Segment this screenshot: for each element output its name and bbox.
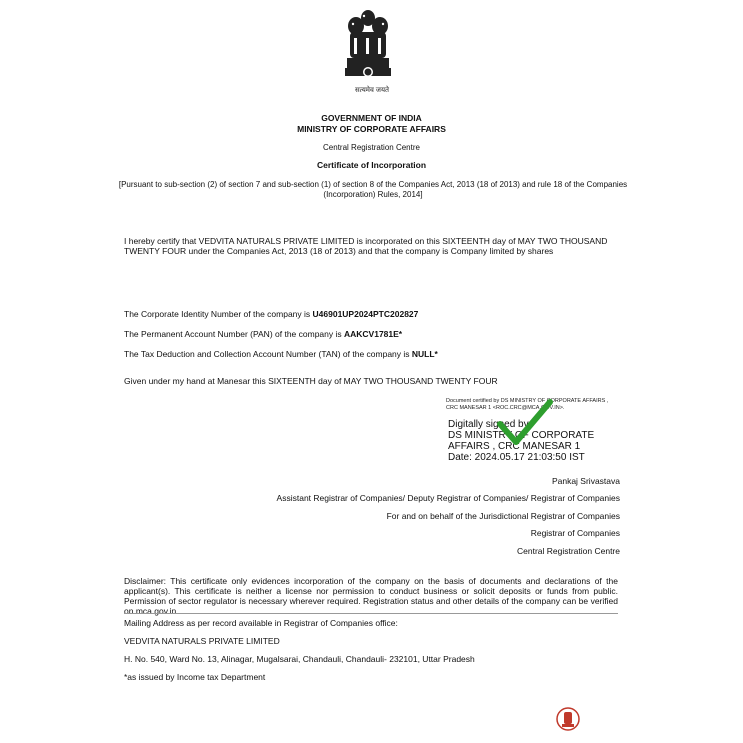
certificate-title: Certificate of Incorporation <box>316 160 427 170</box>
company-address: H. No. 540, Ward No. 13, Alinagar, Mugalsarai, Chandauli, Chandauli- 232101, Uttar Pradesh <box>124 654 475 664</box>
company-name: VEDVITA NATURALS PRIVATE LIMITED <box>124 636 280 646</box>
tan-line <box>124 349 438 359</box>
given-under-hand: Given under my hand at Manesar this SIXTEENTH day of MAY TWO THOUSAND TWENTY FOUR <box>124 376 498 386</box>
mca-seal-icon <box>556 704 580 734</box>
signature-certification-note: Document certified by DS MINISTRY OF CORPORATE AFFAIRS , CRC MANESAR 1 <ROC.CRC@MCA.GOV.IN>. <box>446 398 609 411</box>
registrar-roc: Registrar of Companies <box>530 528 620 538</box>
header-government: GOVERNMENT OF INDIA <box>321 113 422 123</box>
state-emblem-icon <box>338 6 398 96</box>
pan-label: The Permanent Account Number (PAN) of the company is <box>124 329 344 339</box>
signer-line-1: DS MINISTRY OF CORPORATE <box>448 430 595 441</box>
header-ministry: MINISTRY OF CORPORATE AFFAIRS <box>297 124 446 134</box>
tan-value: NULL* <box>411 349 438 359</box>
registrar-name: Pankaj Srivastava <box>551 476 620 486</box>
pan-value: AAKCV1781E* <box>344 329 403 339</box>
cin-line <box>124 309 418 319</box>
header-centre: Central Registration Centre <box>323 143 420 152</box>
signer-line-2: AFFAIRS , CRC MANESAR 1 <box>448 441 581 452</box>
signature-date: Date: 2024.05.17 21:03:50 IST <box>448 452 585 463</box>
disclaimer: Disclaimer: This certificate only evidences incorporation of the company on the basis of documents and declarations of the applicant(s). This certificate is neither a license nor permission to conduct business or solicit deposits or funds from public. Permission of sector regulator is necessary wherever required. Registration status and other details of the company can be verified on mca.gov.in <box>124 576 618 616</box>
pan-line <box>124 329 402 339</box>
cin-label: The Corporate Identity Number of the company is <box>124 309 313 319</box>
signed-by-label: Digitally signed by <box>448 419 529 430</box>
cin-value: U46901UP2024PTC202827 <box>312 309 419 319</box>
emblem-caption: सत्यमेव जयते <box>354 87 390 94</box>
signature-valid-check-icon <box>494 398 554 446</box>
tax-footnote: *as issued by Income tax Department <box>124 672 266 682</box>
tan-label: The Tax Deduction and Collection Account Number (TAN) of the company is <box>124 349 412 359</box>
registrar-crc: Central Registration Centre <box>517 546 620 556</box>
registrar-behalf: For and on behalf of the Jurisdictional Registrar of Companies <box>386 511 620 521</box>
registrar-designation: Assistant Registrar of Companies/ Deputy Registrar of Companies/ Registrar of Companies <box>276 493 620 503</box>
certification-statement: I hereby certify that VEDVITA NATURALS PRIVATE LIMITED is incorporated on this SIXTEENTH day of MAY TWO THOUSAND TWENTY FOUR under the Companies Act, 2013 (18 of 2013) and that the company is Company limited by shares <box>124 236 608 256</box>
mailing-address-label: Mailing Address as per record available in Registrar of Companies office: <box>124 618 398 628</box>
divider <box>124 613 618 614</box>
pursuant-clause: [Pursuant to sub-section (2) of section 7 and sub-section (1) of section 8 of the Companies Act, 2013 (18 of 2013) and rule 18 of the Companies (Incorporation) Rules, 2014] <box>118 180 628 199</box>
